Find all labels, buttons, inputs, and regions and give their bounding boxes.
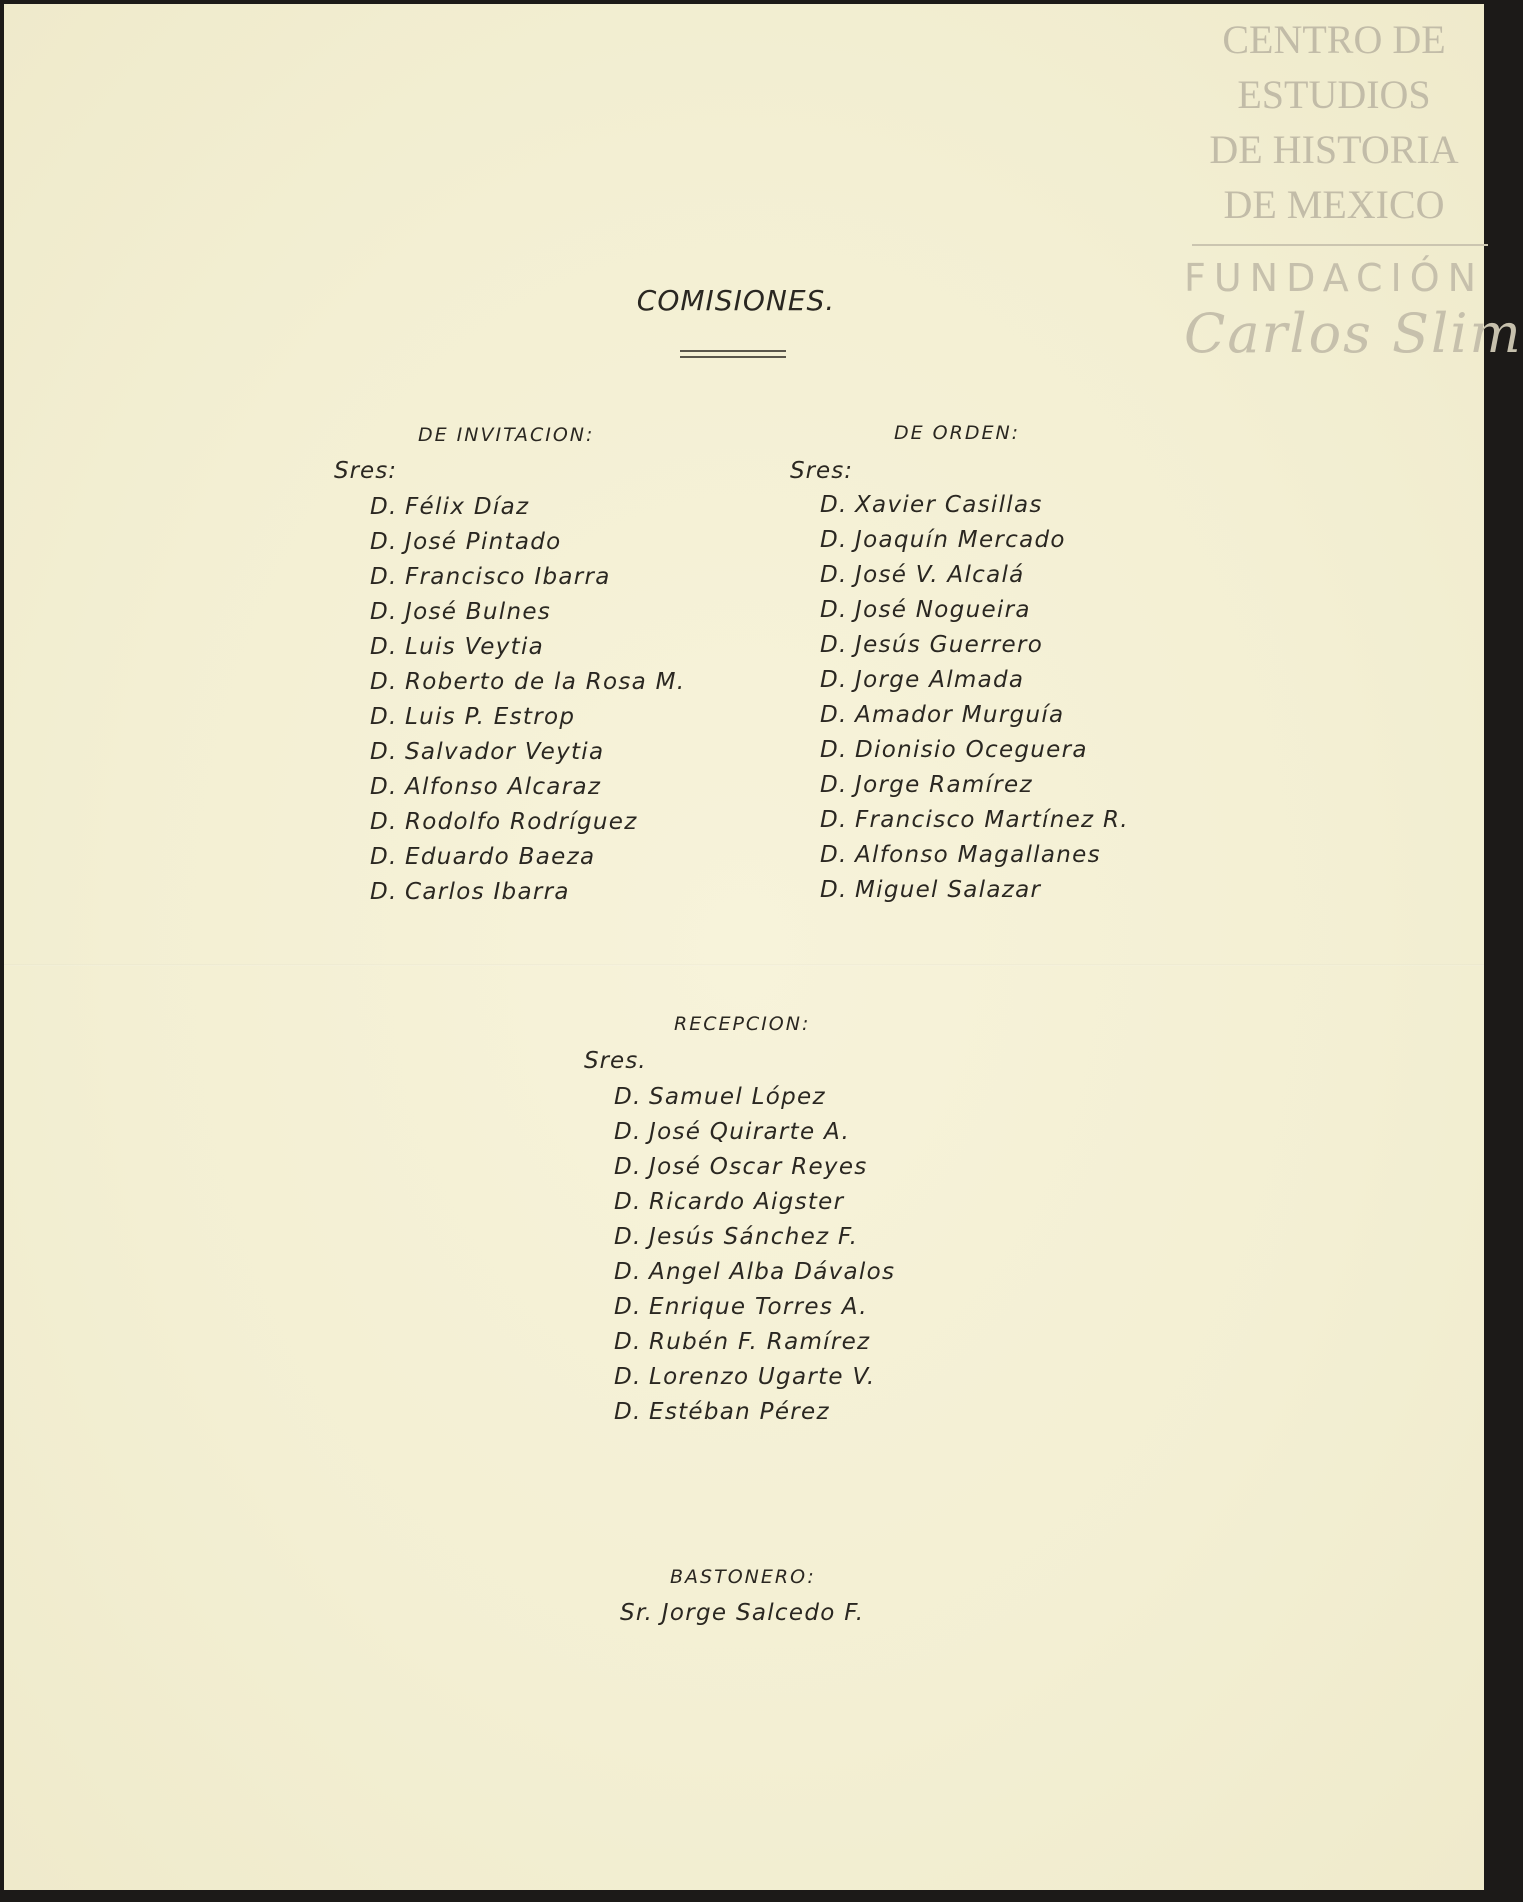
person-name: Carlos Ibarra	[405, 879, 570, 905]
name-prefix: D.	[370, 879, 398, 905]
name-prefix: D.	[370, 809, 398, 835]
person-name: Ricardo Aigster	[649, 1189, 845, 1215]
name-prefix: D.	[820, 842, 848, 868]
name-prefix: D.	[614, 1224, 642, 1250]
invitacion-sres: Sres:	[334, 458, 397, 484]
recepcion-name-item	[614, 1220, 895, 1255]
recepcion-name-item	[614, 1150, 895, 1185]
invitacion-name-item	[370, 840, 685, 875]
name-prefix: D.	[820, 737, 848, 763]
name-prefix: D.	[370, 669, 398, 695]
name-prefix: D.	[370, 774, 398, 800]
person-name: Luis P. Estrop	[405, 704, 576, 730]
person-name: Estéban Pérez	[649, 1399, 830, 1425]
person-name: Francisco Martínez R.	[855, 807, 1129, 833]
page-fold	[4, 964, 1484, 966]
watermark-line: ESTUDIOS	[1237, 72, 1431, 117]
recepcion-name-item	[614, 1185, 895, 1220]
person-name: Francisco Ibarra	[405, 564, 611, 590]
person-name: José Bulnes	[405, 599, 552, 625]
person-name: José Pintado	[405, 529, 562, 555]
name-prefix: D.	[370, 529, 398, 555]
recepcion-name-item	[614, 1360, 895, 1395]
person-name: Rubén F. Ramírez	[649, 1329, 871, 1355]
person-name: José Nogueira	[855, 597, 1031, 623]
document-page	[4, 4, 1523, 1890]
orden-name-list	[820, 488, 1129, 908]
person-name: Alfonso Alcaraz	[405, 774, 602, 800]
orden-name-item	[820, 733, 1129, 768]
invitacion-name-list	[370, 490, 685, 910]
name-prefix: D.	[614, 1329, 642, 1355]
invitacion-name-item	[370, 735, 685, 770]
person-name: Jesús Sánchez F.	[649, 1224, 859, 1250]
name-prefix: D.	[820, 597, 848, 623]
name-prefix: D.	[614, 1259, 642, 1285]
invitacion-name-item	[370, 805, 685, 840]
person-name: Joaquín Mercado	[855, 527, 1066, 553]
name-prefix: D.	[370, 704, 398, 730]
invitacion-name-item	[370, 525, 685, 560]
orden-name-item	[820, 593, 1129, 628]
recepcion-heading: RECEPCION:	[674, 1013, 811, 1035]
name-prefix: D.	[614, 1154, 642, 1180]
name-prefix: D.	[820, 632, 848, 658]
name-prefix: D.	[614, 1119, 642, 1145]
invitacion-name-item	[370, 630, 685, 665]
name-prefix: D.	[370, 739, 398, 765]
name-prefix: D.	[370, 599, 398, 625]
person-name: Eduardo Baeza	[405, 844, 596, 870]
bastonero-heading: BASTONERO:	[670, 1566, 816, 1588]
invitacion-name-item	[370, 560, 685, 595]
person-name: Dionisio Oceguera	[855, 737, 1088, 763]
person-name: Jorge Ramírez	[855, 772, 1033, 798]
watermark-signature: Carlos Slim	[1184, 302, 1523, 365]
title-double-rule	[680, 350, 786, 358]
name-prefix: D.	[614, 1189, 642, 1215]
recepcion-name-list	[614, 1080, 895, 1430]
recepcion-name-item	[614, 1080, 895, 1115]
person-name: Jesús Guerrero	[855, 632, 1044, 658]
page-title: COMISIONES.	[636, 284, 836, 317]
person-name: Miguel Salazar	[855, 877, 1042, 903]
name-prefix: D.	[820, 877, 848, 903]
orden-sres: Sres:	[790, 458, 853, 484]
recepcion-name-item	[614, 1115, 895, 1150]
invitacion-name-item	[370, 595, 685, 630]
person-name: Roberto de la Rosa M.	[405, 669, 686, 695]
name-prefix: D.	[370, 564, 398, 590]
person-name: Amador Murguía	[855, 702, 1065, 728]
watermark-fundacion: FUNDACIÓN	[1184, 256, 1485, 300]
invitacion-name-item	[370, 770, 685, 805]
recepcion-name-item	[614, 1395, 895, 1430]
person-name: Luis Veytia	[405, 634, 545, 660]
person-name: José Quirarte A.	[649, 1119, 851, 1145]
person-name: Salvador Veytia	[405, 739, 605, 765]
orden-name-item	[820, 488, 1129, 523]
name-prefix: D.	[614, 1084, 642, 1110]
orden-name-item	[820, 873, 1129, 908]
orden-heading: DE ORDEN:	[894, 422, 1021, 444]
orden-name-item	[820, 663, 1129, 698]
bastonero-name: Sr. Jorge Salcedo F.	[620, 1600, 865, 1626]
person-name: José V. Alcalá	[855, 562, 1025, 588]
orden-name-item	[820, 558, 1129, 593]
watermark-line: CENTRO DE	[1222, 17, 1446, 62]
person-name: Enrique Torres A.	[649, 1294, 868, 1320]
orden-name-item	[820, 523, 1129, 558]
recepcion-name-item	[614, 1290, 895, 1325]
person-name: Jorge Almada	[855, 667, 1025, 693]
recepcion-name-item	[614, 1255, 895, 1290]
recepcion-sres: Sres.	[584, 1048, 647, 1074]
person-name: José Oscar Reyes	[649, 1154, 868, 1180]
invitacion-heading: DE INVITACION:	[418, 424, 595, 446]
name-prefix: D.	[614, 1399, 642, 1425]
name-prefix: D.	[820, 562, 848, 588]
name-prefix: D.	[820, 772, 848, 798]
name-prefix: D.	[820, 527, 848, 553]
watermark-line: DE MEXICO	[1223, 182, 1445, 227]
orden-name-item	[820, 698, 1129, 733]
person-name: Rodolfo Rodríguez	[405, 809, 638, 835]
invitacion-name-item	[370, 700, 685, 735]
person-name: Lorenzo Ugarte V.	[649, 1364, 876, 1390]
name-prefix: D.	[614, 1364, 642, 1390]
person-name: Xavier Casillas	[855, 492, 1043, 518]
name-prefix: D.	[820, 807, 848, 833]
name-prefix: D.	[370, 494, 398, 520]
orden-name-item	[820, 628, 1129, 663]
person-name: Angel Alba Dávalos	[649, 1259, 896, 1285]
orden-name-item	[820, 768, 1129, 803]
name-prefix: D.	[370, 844, 398, 870]
invitacion-name-item	[370, 665, 685, 700]
invitacion-name-item	[370, 875, 685, 910]
orden-name-item	[820, 838, 1129, 873]
orden-name-item	[820, 803, 1129, 838]
name-prefix: D.	[614, 1294, 642, 1320]
name-prefix: D.	[820, 492, 848, 518]
person-name: Samuel López	[649, 1084, 826, 1110]
name-prefix: D.	[820, 702, 848, 728]
name-prefix: D.	[820, 667, 848, 693]
watermark-line: DE HISTORIA	[1209, 127, 1459, 172]
watermark-divider	[1192, 244, 1488, 246]
recepcion-name-item	[614, 1325, 895, 1360]
invitacion-name-item	[370, 490, 685, 525]
person-name: Félix Díaz	[405, 494, 530, 520]
name-prefix: D.	[370, 634, 398, 660]
person-name: Alfonso Magallanes	[855, 842, 1101, 868]
